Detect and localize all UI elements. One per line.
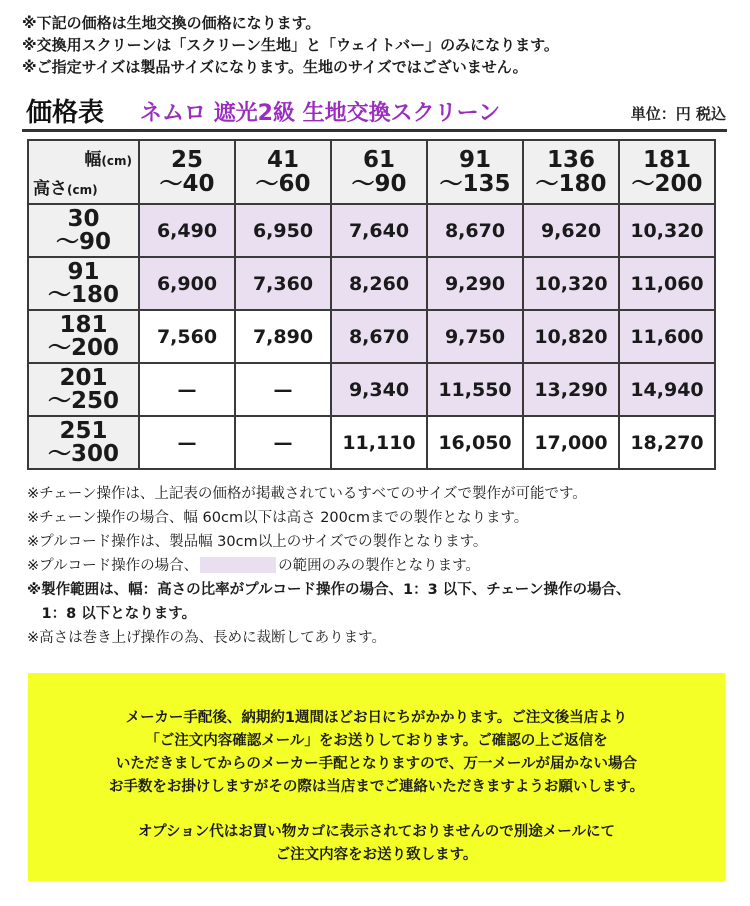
price-cell: 8,670 [331, 310, 427, 363]
price-cell: 8,670 [427, 204, 523, 257]
note-line: ※プルコード操作の場合、 の範囲のみの製作となります。 [27, 558, 480, 574]
note-line: ※プルコード操作は、製品幅 30cm以上のサイズでの製作となります。 [27, 534, 488, 550]
price-cell: 11,060 [619, 257, 715, 310]
price-cell: 7,560 [139, 310, 235, 363]
notice-line: メーカー手配後、納期約1週間ほどお日にちがかかります。ご注文後当店より [125, 710, 628, 726]
notes [27, 482, 631, 650]
width-header: 91 ～135 [427, 140, 523, 204]
width-header: 25 ～40 [139, 140, 235, 204]
width-header: 41 ～60 [235, 140, 331, 204]
width-header: 136 ～180 [523, 140, 619, 204]
price-cell: 11,600 [619, 310, 715, 363]
table-row [28, 257, 715, 310]
price-cell: 9,620 [523, 204, 619, 257]
price-cell: 9,750 [427, 310, 523, 363]
table-row [28, 204, 715, 257]
top-note: ※下記の価格は生地交換の価格になります。 [22, 14, 321, 32]
top-note: ※交換用スクリーンは「スクリーン生地」と「ウェイトバー」のみになります。 [22, 36, 559, 54]
height-header: 30 ～90 [28, 204, 139, 257]
header-row [28, 140, 715, 204]
table-row [28, 310, 715, 363]
price-cell: 6,490 [139, 204, 235, 257]
page-title: 価格表 [26, 98, 105, 128]
price-cell: 10,320 [523, 257, 619, 310]
notice-line: お手数をお掛けしますがその際は当店までご連絡いただきますようお願いします。 [108, 779, 645, 795]
price-cell: 18,270 [619, 416, 715, 469]
price-cell: 11,110 [331, 416, 427, 469]
notice-line: 「ご注文内容確認メール」をお送りしております。ご確認の上ご返信を [145, 733, 608, 749]
notice-line: オプション代はお買い物カゴに表示されておりませんので別途メールにて [138, 824, 615, 840]
note-line: ※チェーン操作は、上記表の価格が掲載されているすべてのサイズで製作が可能です。 [27, 486, 587, 502]
price-cell: 16,050 [427, 416, 523, 469]
top-note: ※ご指定サイズは製品サイズになります。生地のサイズではございません。 [22, 58, 528, 76]
height-header: 181 ～200 [28, 310, 139, 363]
notice-line: ご注文内容をお送り致します。 [275, 847, 478, 863]
price-cell: 7,890 [235, 310, 331, 363]
width-header: 181 ～200 [619, 140, 715, 204]
title-row [26, 92, 726, 130]
price-cell: 9,340 [331, 363, 427, 416]
table-row [28, 416, 715, 469]
price-cell: 8,260 [331, 257, 427, 310]
price-cell: 13,290 [523, 363, 619, 416]
price-cell: 9,290 [427, 257, 523, 310]
top-notes [22, 12, 559, 78]
notice-line: いただきましてからのメーカー手配となりますので、万一メールが届かない場合 [115, 756, 638, 772]
height-header: 251 ～300 [28, 416, 139, 469]
price-cell: 6,950 [235, 204, 331, 257]
table-row [28, 363, 715, 416]
notice-paragraph [28, 707, 725, 799]
note-line: ※高さは巻き上げ操作の為、長めに裁断してあります。 [27, 630, 386, 646]
unit-label: 単位：円 税込 [630, 105, 726, 123]
notice-box [28, 673, 725, 881]
product-title: ネムロ 遮光2級 生地交換スクリーン [140, 101, 501, 126]
height-header: 91 ～180 [28, 257, 139, 310]
price-cell: — [235, 363, 331, 416]
width-axis-label: 幅(cm) [84, 150, 132, 170]
note-line: ※チェーン操作の場合、幅 60cm以下は高さ 200cmまでの製作となります。 [27, 510, 529, 526]
price-cell: 14,940 [619, 363, 715, 416]
price-cell: 10,320 [619, 204, 715, 257]
price-body [28, 204, 715, 469]
price-cell: 6,900 [139, 257, 235, 310]
price-cell: — [139, 363, 235, 416]
title-divider [22, 129, 727, 132]
height-header: 201 ～250 [28, 363, 139, 416]
price-cell: 7,640 [331, 204, 427, 257]
price-table [27, 139, 716, 470]
price-cell: — [235, 416, 331, 469]
price-cell: 10,820 [523, 310, 619, 363]
price-cell: 11,550 [427, 363, 523, 416]
corner-cell [28, 140, 139, 204]
price-cell: 17,000 [523, 416, 619, 469]
width-header: 61 ～90 [331, 140, 427, 204]
pullcord-range-swatch [200, 557, 276, 573]
price-cell: 7,360 [235, 257, 331, 310]
note-line: ※製作範囲は、幅：高さの比率がプルコード操作の場合、1：3 以下、チェーン操作の場合、 [27, 582, 631, 598]
note-line: 1：8 以下となります。 [27, 606, 197, 622]
height-axis-label: 高さ(cm) [33, 179, 98, 199]
price-cell: — [139, 416, 235, 469]
notice-paragraph [28, 821, 725, 867]
